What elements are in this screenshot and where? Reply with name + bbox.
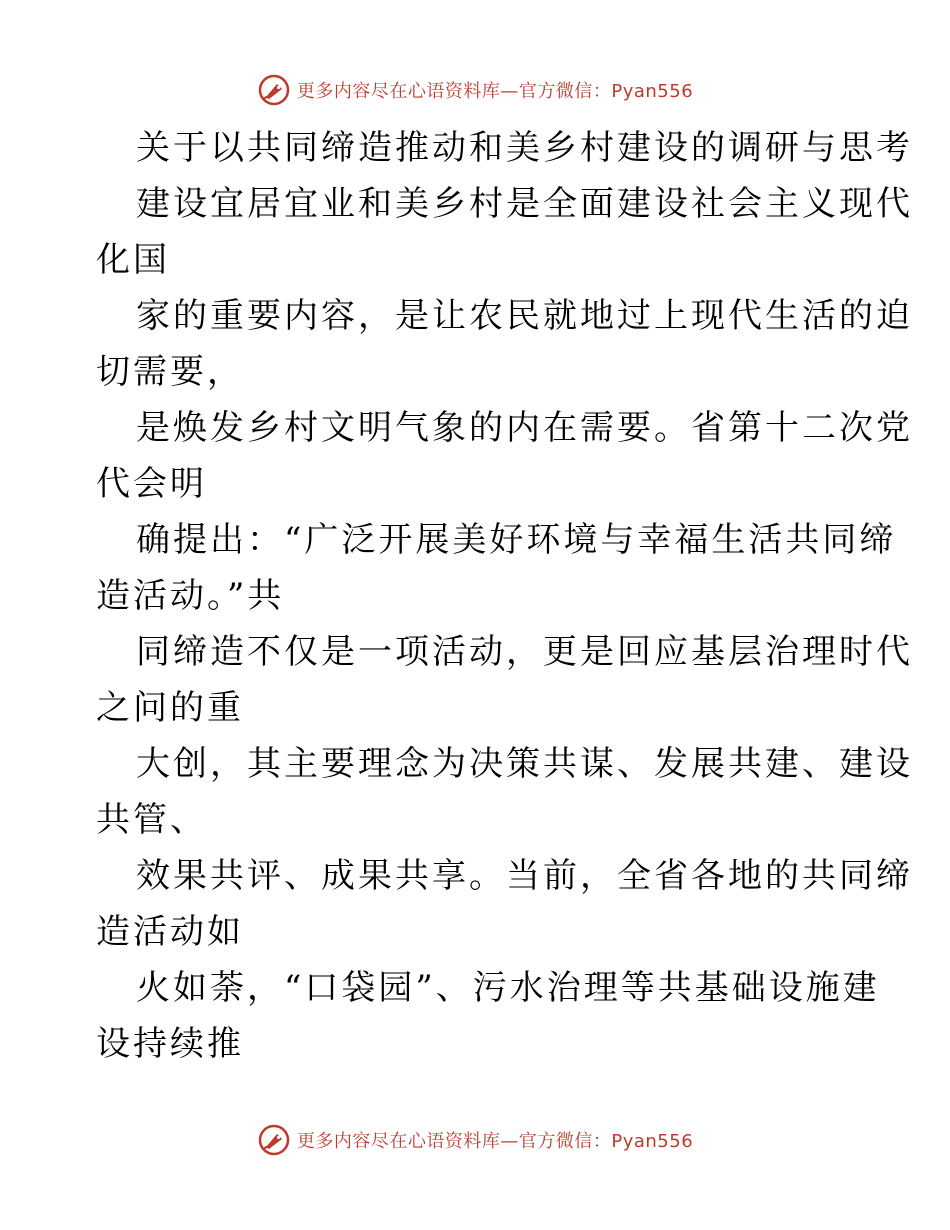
footer-banner — [0, 1120, 950, 1160]
header-banner — [0, 70, 950, 110]
text-line: 关于以共同缔造推动和美乡村建设的调研与思考 — [136, 128, 913, 168]
text-line: 火如荼，“口袋园”、污水治理等共基础设施建 — [136, 968, 880, 1008]
text-line: 共管、 — [96, 800, 207, 840]
document-body — [96, 120, 913, 1072]
text-line: 同缔造不仅是一项活动，更是回应基层治理时代 — [136, 632, 913, 672]
text-line: 化国 — [96, 240, 170, 280]
text-line: 大创，其主要理念为决策共谋、发展共建、建设 — [136, 744, 913, 784]
pen-nib-logo-icon — [257, 73, 291, 107]
header-banner-text: 更多内容尽在心语资料库—官方微信：Pyan556 — [296, 81, 694, 102]
text-line: 效果共评、成果共享。当前，全省各地的共同缔 — [136, 856, 913, 896]
text-line: 之问的重 — [96, 688, 244, 728]
text-line: 家的重要内容，是让农民就地过上现代生活的迫 — [136, 296, 913, 336]
text-line: 造活动。”共 — [96, 576, 285, 616]
text-line: 确提出：“广泛开展美好环境与幸福生活共同缔 — [136, 520, 897, 560]
text-line: 是焕发乡村文明气象的内在需要。省第十二次党 — [136, 408, 913, 448]
pen-nib-logo-icon — [257, 1123, 291, 1157]
text-line: 代会明 — [96, 464, 207, 504]
footer-banner-text: 更多内容尽在心语资料库—官方微信：Pyan556 — [296, 1131, 694, 1152]
text-line: 切需要， — [96, 352, 244, 392]
text-line: 设持续推 — [96, 1024, 244, 1064]
text-line: 建设宜居宜业和美乡村是全面建设社会主义现代 — [136, 184, 913, 224]
text-line: 造活动如 — [96, 912, 244, 952]
